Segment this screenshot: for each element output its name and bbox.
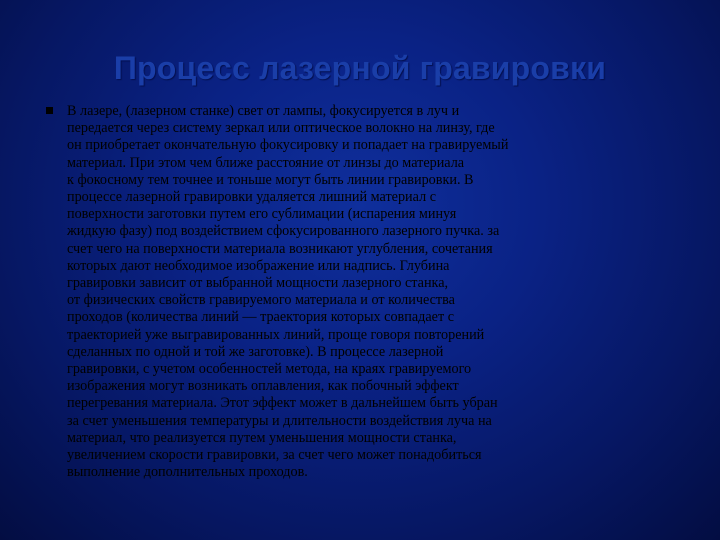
body-line: проходов (количества линий — траектория которых совпадает с [67,309,454,326]
bullet-square-icon [46,107,53,114]
body-line: изображения могут возникать оплавления, как побочный эффект [67,378,459,395]
body-line: передается через систему зеркал или оптическое волокно на линзу, где [67,120,495,137]
body-line: от физических свойств гравируемого материала и от количества [67,292,455,309]
body-line: поверхности заготовки путем его сублимации (испарения минуя [67,206,457,223]
body-line: гравировки зависит от выбранной мощности лазерного станка, [67,275,449,292]
body-line: увеличением скорости гравировки, за счет чего может понадобиться [67,447,482,464]
body-line: сделанных по одной и той же заготовке). В процессе лазерной [67,343,444,360]
body-line: он приобретает окончательную фокусировку и попадает на гравируемый [67,137,509,154]
body-line: материал. При этом чем ближе расстояние от линзы до материала [67,154,465,171]
body-line: перегревания материала. Этот эффект может в дальнейшем быть убран [67,395,498,412]
slide-content [46,103,710,491]
slide-title: Процесс лазерной гравировки [113,50,607,86]
body-line: материал, что реализуется путем уменьшения мощности станка, [67,429,457,446]
body-line: которых дают необходимое изображение или надпись. Глубина [67,257,450,274]
body-line: к фокосному тем точнее и тоньше могут быть линии гравировки. В [67,171,474,188]
body-line: за счет уменьшения температуры и длительности воздействия луча на [67,412,492,429]
body-line: гравировки, с учетом особенностей метода, на краях гравируемого [67,361,472,378]
body-line: траекторией уже выгравированных линий, проще говоря повторений [67,326,485,343]
body-line: выполнение дополнительных проходов. [67,464,308,481]
body-line: процессе лазерной гравировки удаляется лишний материал с [67,189,436,206]
body-paragraph [67,103,710,481]
body-line: счет чего на поверхности материала возникают углубления, сочетания [67,240,493,257]
body-line: жидкую фазу) под воздействием сфокусированного лазерного пучка. за [67,223,500,240]
body-line: В лазере, (лазерном станке) свет от лампы, фокусируется в луч и [67,103,460,119]
